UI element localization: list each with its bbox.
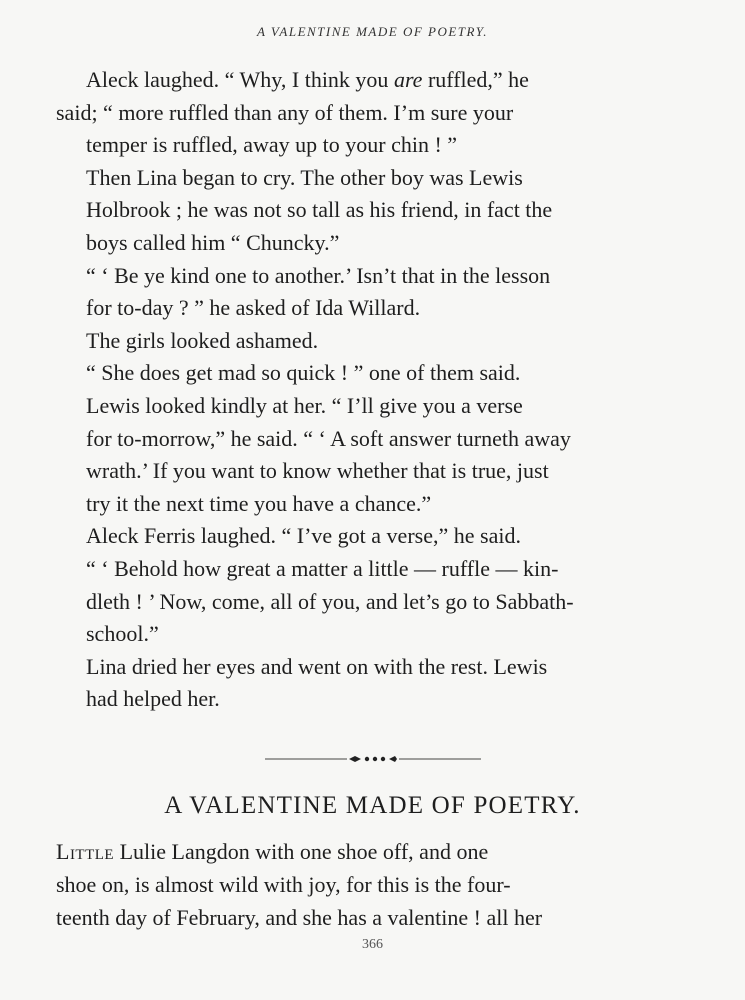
text-line: Then Lina began to cry. The other boy was Lewis	[86, 164, 523, 190]
paragraph-7	[56, 520, 678, 650]
text-line: dleth ! ’ Now, come, all of you, and let’s go to Sabbath-	[86, 588, 574, 614]
text-line: Holbrook ; he was not so tall as his friend, in fact the	[86, 197, 553, 223]
text-line	[56, 835, 678, 868]
text-line: boys called him “ Chuncky.”	[86, 229, 340, 255]
text-line: had helped her.	[86, 686, 220, 712]
page-number: 366	[362, 937, 383, 952]
text-segment: ruffled,” he	[422, 67, 529, 92]
text-line: teenth day of February, and she has a valentine ! all her	[56, 905, 543, 930]
paragraph-2	[56, 162, 678, 260]
text-line: “ ‘ Be ye kind one to another.’ Isn’t that in the lesson	[86, 262, 551, 288]
section-title: A VALENTINE MADE OF POETRY.	[164, 792, 581, 819]
text-line: “ She does get mad so quick ! ” one of them said.	[86, 360, 521, 386]
section-divider-ornament	[0, 754, 745, 764]
emphasized-word: are	[393, 67, 423, 92]
text-line: Lewis looked kindly at her. “ I’ll give you a verse	[86, 392, 523, 418]
text-line: Aleck Ferris laughed. “ I’ve got a verse,” he said.	[86, 523, 521, 549]
text-line: wrath.’ If you want to know whether that is true, just	[86, 458, 549, 484]
running-head: A VALENTINE MADE OF POETRY.	[256, 24, 489, 39]
text-line: temper is ruffled, away up to your chin ! ”	[86, 132, 458, 158]
paragraph-3	[56, 260, 678, 325]
text-line: try it the next time you have a chance.”	[86, 490, 432, 516]
text-line: for to-day ? ” he asked of Ida Willard.	[86, 295, 421, 321]
text-line: shoe on, is almost wild with joy, for this is the four-	[56, 872, 511, 897]
text-line: The girls looked ashamed.	[86, 327, 319, 353]
paragraph-4	[56, 325, 678, 358]
text-line: for to-morrow,” he said. “ ‘ A soft answer turneth away	[86, 425, 571, 451]
text-line: said; “ more ruffled than any of them. I’m sure your	[56, 99, 514, 125]
paragraph-6	[56, 390, 678, 520]
story-text	[56, 64, 678, 716]
text-line: Lina dried her eyes and went on with the rest. Lewis	[86, 653, 548, 679]
paragraph-8	[56, 651, 678, 716]
paragraph-1	[56, 64, 678, 162]
paragraph-5	[56, 357, 678, 390]
divider-ornament-icon	[265, 754, 481, 764]
small-caps-lead: Little	[56, 839, 115, 864]
section-opening-text	[56, 835, 678, 934]
text-line: “ ‘ Behold how great a matter a little — ruffle — kin-	[86, 555, 559, 581]
text-line	[56, 64, 678, 97]
text-segment: Lulie Langdon with one shoe off, and one	[114, 839, 489, 864]
text-segment: Aleck laughed. “ Why, I think you	[86, 67, 394, 92]
text-line: school.”	[86, 621, 159, 647]
